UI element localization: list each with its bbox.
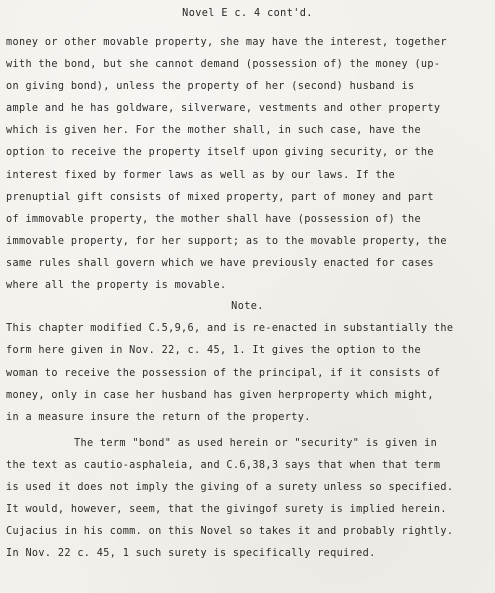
page-header: Novel E c. 4 cont'd. [182,8,313,19]
paragraph-1-line-6: option to receive the property itself upon giving security, or the [6,147,434,158]
paragraph-3-line-2: the text as cautio-asphaleia, and C.6,38,3 says that when that term [6,460,441,471]
paragraph-1-line-1: money or other movable property, she may have the interest, together [6,37,447,48]
paragraph-1-line-4: ample and he has goldware, silverware, vestments and other property [6,103,441,114]
paragraph-2-line-2: form here given in Nov. 22, c. 45, 1. It gives the option to the [6,345,421,356]
paragraph-3-line-1: The term "bond" as used herein or "security" is given in [74,438,438,449]
paragraph-1-line-11: same rules shall govern which we have previously enacted for cases [6,258,434,269]
paragraph-3-line-5: Cujacius in his comm. on this Novel so takes it and probably rightly. [6,526,454,537]
note-title: Note. [231,301,264,312]
paragraph-1-line-7: interest fixed by former laws as well as by our laws. If the [6,170,396,181]
paragraph-2-line-5: in a measure insure the return of the property. [6,412,311,423]
paragraph-2-line-4: money, only in case her husband has given herproperty which might, [6,390,434,401]
paragraph-1-line-9: of immovable property, the mother shall have (possession of) the [6,214,421,225]
paragraph-1-line-3: on giving bond), unless the property of her (second) husband is [6,81,415,92]
paragraph-2-line-3: woman to receive the possession of the principal, if it consists of [6,368,441,379]
paragraph-2-line-1: This chapter modified C.5,9,6, and is re-enacted in substantially the [6,323,454,334]
paragraph-1-line-12: where all the property is movable. [6,280,227,291]
paragraph-1-line-10: immovable property, for her support; as to the movable property, the [6,236,447,247]
paragraph-1-line-8: prenuptial gift consists of mixed property, part of money and part [6,192,434,203]
paragraph-1-line-5: which is given her. For the mother shall, in such case, have the [6,125,421,136]
paragraph-1-line-2: with the bond, but she cannot demand (possession of) the money (up- [6,59,441,70]
paragraph-3-line-4: It would, however, seem, that the givingof surety is implied herein. [6,504,447,515]
paragraph-3-line-6: In Nov. 22 c. 45, 1 such surety is specifically required. [6,548,376,559]
paragraph-3-line-3: is used it does not imply the giving of a surety unless so specified. [6,482,454,493]
